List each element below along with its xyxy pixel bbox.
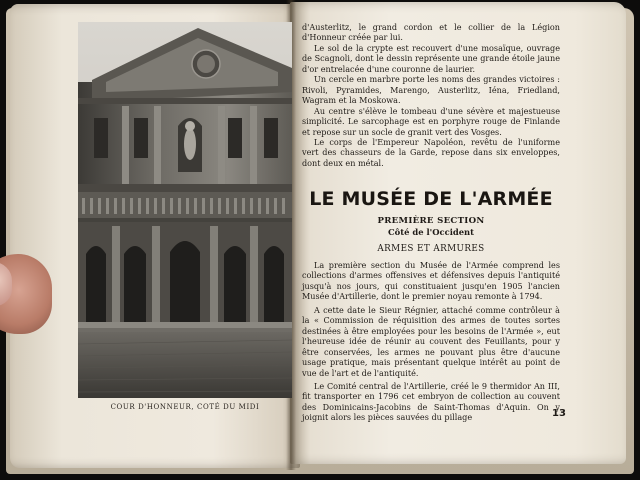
paragraph: Le Comité central de l'Artillerie, créé le 9 thermidor An III, fit transporter en 1796 cet embryon de collection au couvent des Dominicains-Jacobins de Saint-Thomas d'Aquin. On y joignit alors les pièces sauvées du pillage [302,380,560,423]
thumbnail-nail [0,262,12,306]
paragraph: La première section du Musée de l'Armée comprend les collections d'armes offensives et défensives depuis l'antiquité jusqu'à nos jours, qui constituaient jusqu'en 1905 l'ancien Musée d'Artillerie, dont le premier noyau remonte à 1794. [302,260,560,302]
section-title: PREMIÈRE SECTION [377,216,485,226]
paragraph: d'Austerlitz, le grand cordon et le collier de la Légion d'Honneur créée par lui. [302,22,560,43]
section-subtitle: Côté de l'Occident [387,227,475,237]
paragraph: Le corps de l'Empereur Napoléon, revêtu de l'uniforme vert des chasseurs de la Garde, repose dans six enveloppes, dont deux en métal. [302,136,560,168]
thumb [0,254,52,334]
paragraph: Au centre s'élève le tombeau d'une sévère et majestueuse simplicité. Le sarcophage est en porphyre rouge de Finlande et repose sur un socle de granit vert des Vosges. [302,105,560,137]
text-block-top [302,22,560,168]
courtyard-photograph [78,22,292,398]
paragraph: A cette date le Sieur Régnier, attaché comme contrôleur à la « Commission de réquisition des armes de toutes sortes destinées à être employées pour les besoins de l'Armée », eut l'heureuse idée de réunir au couvent des Feuillants, pour y être conservées, les armes ne pouvant plus être d'aucune usage pratique, mais présentant quelque intérêt au point de vue de l'art et de l'antiquité. [302,304,560,378]
photo-caption: COUR D'HONNEUR, COTÉ DU MIDI [110,403,260,411]
text-block-bottom [302,260,560,426]
subsection-title: ARMES ET ARMURES [377,244,485,254]
facade-illustration [78,22,292,398]
chapter-heading: LE MUSÉE DE L'ARMÉE [309,188,553,210]
paragraph: Un cercle en marbre porte les noms des grandes victoires : Rivoli, Pyramides, Marengo, Austerlitz, Iéna, Friedland, Wagram et la Moskowa. [302,74,560,106]
paragraph: Le sol de la crypte est recouvert d'une mosaïque, ouvrage de Scagnoli, dont le dessin représente une grande étoile jaune d'or entrelacée d'une couronne de laurier. [302,42,560,74]
page-number: 13 [552,408,566,419]
